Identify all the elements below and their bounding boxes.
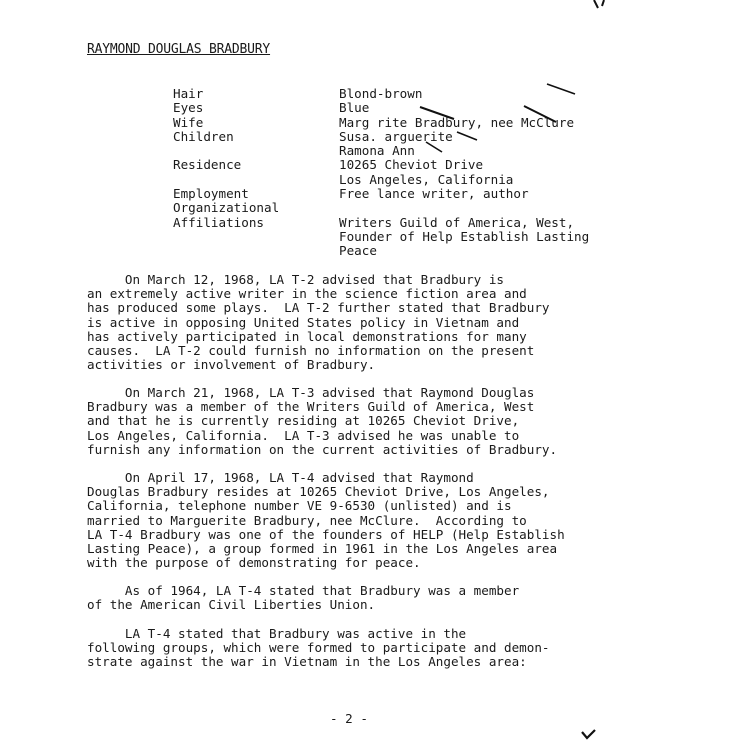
paragraph-line: has produced some plays. LA T-2 further stated that Bradbury: [87, 300, 550, 316]
paragraph-line: Los Angeles, California. LA T-3 advised he was unable to: [87, 427, 520, 443]
subject-heading: RAYMOND DOUGLAS BRADBURY: [87, 42, 271, 57]
fact-row-hair: [173, 87, 589, 101]
paragraph-line: As of 1964, LA T-4 stated that Bradbury was a member: [87, 583, 520, 598]
fact-value: Free lance writer, author: [339, 186, 529, 202]
fact-row-children-2: [173, 144, 589, 158]
fact-value: Writers Guild of America, West,: [339, 214, 575, 230]
fact-value: Ramona Ann: [339, 143, 415, 159]
fact-row-affiliations-2: [173, 230, 589, 244]
fact-label: Affiliations: [173, 214, 264, 230]
paragraph-march-12: [87, 273, 647, 372]
fact-row-residence: [173, 158, 589, 172]
fact-value: Los Angeles, California: [339, 171, 514, 187]
fact-value: Blond-brown: [339, 86, 423, 101]
page-number: - 2 -: [330, 711, 368, 726]
fact-label: Employment: [173, 186, 249, 202]
fact-value: Marg rite Bradbury, nee McClure: [339, 114, 575, 130]
pen-strike-mark: [455, 130, 481, 144]
fact-label: Wife: [173, 114, 204, 130]
paragraph-line: of the American Civil Liberties Union.: [87, 597, 376, 613]
paragraph-1964: [87, 584, 647, 612]
paragraph-line: is active in opposing United States policy in Vietnam and: [87, 314, 520, 330]
fact-value: Founder of Help Establish Lasting: [339, 228, 590, 244]
check-mark: [580, 728, 598, 740]
fact-row-residence-2: [173, 173, 589, 187]
paragraph-line: strate against the war in Vietnam in the Los Angeles area:: [87, 654, 527, 670]
paragraph-line: activities or involvement of Bradbury.: [87, 357, 376, 373]
pen-strike-mark: [418, 104, 458, 124]
paragraph-line: California, telephone number VE 9-6530 (unlisted) and is: [87, 498, 512, 514]
fact-label: Eyes: [173, 100, 204, 116]
paragraph-line: On April 17, 1968, LA T-4 advised that Raymond: [87, 470, 474, 485]
fact-row-affiliations-3: [173, 244, 589, 258]
fact-value: Blue: [339, 100, 370, 116]
paragraph-groups: [87, 627, 647, 670]
pen-strike-mark: [424, 140, 446, 156]
paragraph-line: married to Marguerite Bradbury, nee McClure. According to: [87, 512, 527, 528]
fact-label: Children: [173, 128, 234, 144]
fact-label: Residence: [173, 157, 242, 173]
paragraph-line: On March 12, 1968, LA T-2 advised that Bradbury is: [87, 272, 505, 287]
paragraph-line: Douglas Bradbury resides at 10265 Cheviot Drive, Los Angeles,: [87, 484, 550, 500]
paragraph-march-21: [87, 386, 647, 457]
corner-mark: [590, 0, 610, 10]
fact-label: Hair: [173, 86, 204, 101]
paragraph-line: Bradbury was a member of the Writers Guild of America, West: [87, 399, 535, 415]
paragraph-line: has actively participated in local demonstrations for many: [87, 328, 527, 344]
pen-strike-mark: [545, 82, 581, 100]
paragraph-line: and that he is currently residing at 10265 Cheviot Drive,: [87, 413, 520, 429]
fact-row-employment: [173, 187, 589, 201]
paragraph-line: causes. LA T-2 could furnish no information on the present: [87, 343, 535, 359]
fact-value: Susa. arguerite: [339, 128, 453, 144]
paragraph-line: following groups, which were formed to participate and demon-: [87, 640, 550, 656]
fact-row-organizational: [173, 201, 589, 215]
paragraph-line: LA T-4 stated that Bradbury was active in the: [87, 626, 467, 641]
fact-row-children: [173, 130, 589, 144]
paragraph-line: LA T-4 Bradbury was one of the founders of HELP (Help Establish: [87, 526, 565, 542]
paragraph-line: furnish any information on the current activities of Bradbury.: [87, 441, 558, 457]
fact-value: Peace: [339, 243, 377, 259]
paragraph-line: Lasting Peace), a group formed in 1961 in the Los Angeles area: [87, 541, 558, 557]
fact-row-affiliations: [173, 216, 589, 230]
paragraph-line: an extremely active writer in the science fiction area and: [87, 286, 527, 302]
paragraph-april-17: [87, 471, 647, 570]
paragraph-line: with the purpose of demonstrating for peace.: [87, 555, 421, 571]
pen-strike-mark: [522, 104, 562, 128]
fact-label: Organizational: [173, 200, 280, 216]
paragraph-line: On March 21, 1968, LA T-3 advised that Raymond Douglas: [87, 385, 535, 400]
fact-value: 10265 Cheviot Drive: [339, 157, 484, 173]
